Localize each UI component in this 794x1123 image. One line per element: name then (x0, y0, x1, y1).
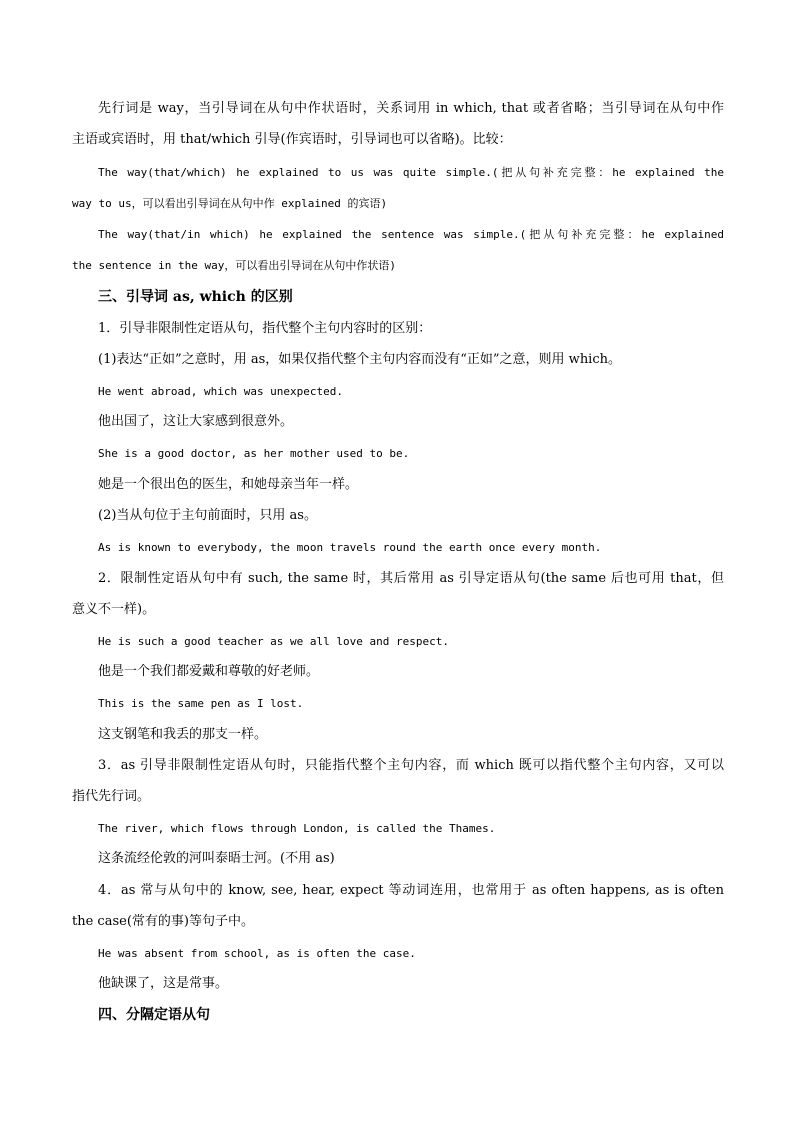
translation-line: 她是一个很出色的医生，和她母亲当年一样。 (98, 477, 359, 492)
section-heading: 三、引导词 as, which 的区别 (98, 289, 293, 305)
example-sentence: He is such a good teacher as we all love and respect. (98, 635, 449, 648)
translation-line: 这支钢笔和我丢的那支一样。 (98, 727, 268, 742)
translation-line: 他缺课了，这是常事。 (98, 976, 229, 991)
paragraph-line: 先行词是 way，当引导词在从句中作状语时，关系词用 in which, that 或者省略；当引导词在从句中作 (98, 101, 724, 116)
paragraph-line: 指代先行词。 (72, 789, 151, 804)
example-sentence: the sentence in the way，可以看出引导词在从句中作状语) (72, 259, 396, 272)
example-sentence: The river, which flows through London, is called the Thames. (98, 822, 496, 835)
example-sentence: The way(that/in which) he explained the sentence was simple.(把从句补充完整：he explained (98, 228, 724, 241)
paragraph-line: 意义不一样)。 (72, 602, 156, 617)
example-sentence: This is the same pen as I lost. (98, 697, 304, 710)
section-heading: 四、分隔定语从句 (98, 1007, 210, 1023)
paragraph-line: 4．as 常与从句中的 know, see, hear, expect 等动词连用，也常用于 as often happens, as is often (98, 883, 724, 898)
paragraph-line: 3．as 引导非限制性定语从句时，只能指代整个主句内容，而 which 既可以指代整个主句内容，又可以 (98, 758, 724, 773)
example-sentence: The way(that/which) he explained to us was quite simple.(把从句补充完整：he explained the (98, 166, 724, 179)
paragraph-line: (1)表达“正如”之意时，用 as，如果仅指代整个主句内容而没有“正如”之意，则用 which。 (98, 352, 621, 367)
translation-line: 这条流经伦敦的河叫泰晤士河。(不用 as) (98, 851, 335, 866)
translation-line: 他出国了，这让大家感到很意外。 (98, 414, 294, 429)
example-sentence: He was absent from school, as is often the case. (98, 947, 416, 960)
example-sentence: She is a good doctor, as her mother used to be. (98, 447, 410, 460)
paragraph-line: (2)当从句位于主句前面时，只用 as。 (98, 508, 317, 523)
example-sentence: He went abroad, which was unexpected. (98, 385, 344, 398)
paragraph-line: 1．引导非限制性定语从句，指代整个主句内容时的区别： (98, 321, 432, 336)
example-sentence: As is known to everybody, the moon travels round the earth once every month. (98, 541, 602, 554)
paragraph-line: 主语或宾语时，用 that/which 引导(作宾语时，引导词也可以省略)。比较： (72, 132, 512, 147)
example-sentence: way to us，可以看出引导词在从句中作 explained 的宾语) (72, 197, 388, 210)
paragraph-line: the case(常有的事)等句子中。 (72, 914, 254, 929)
translation-line: 他是一个我们都爱戴和尊敬的好老师。 (98, 664, 320, 679)
paragraph-line: 2．限制性定语从句中有 such, the same 时，其后常用 as 引导定语从句(the same 后也可用 that，但 (98, 571, 724, 586)
